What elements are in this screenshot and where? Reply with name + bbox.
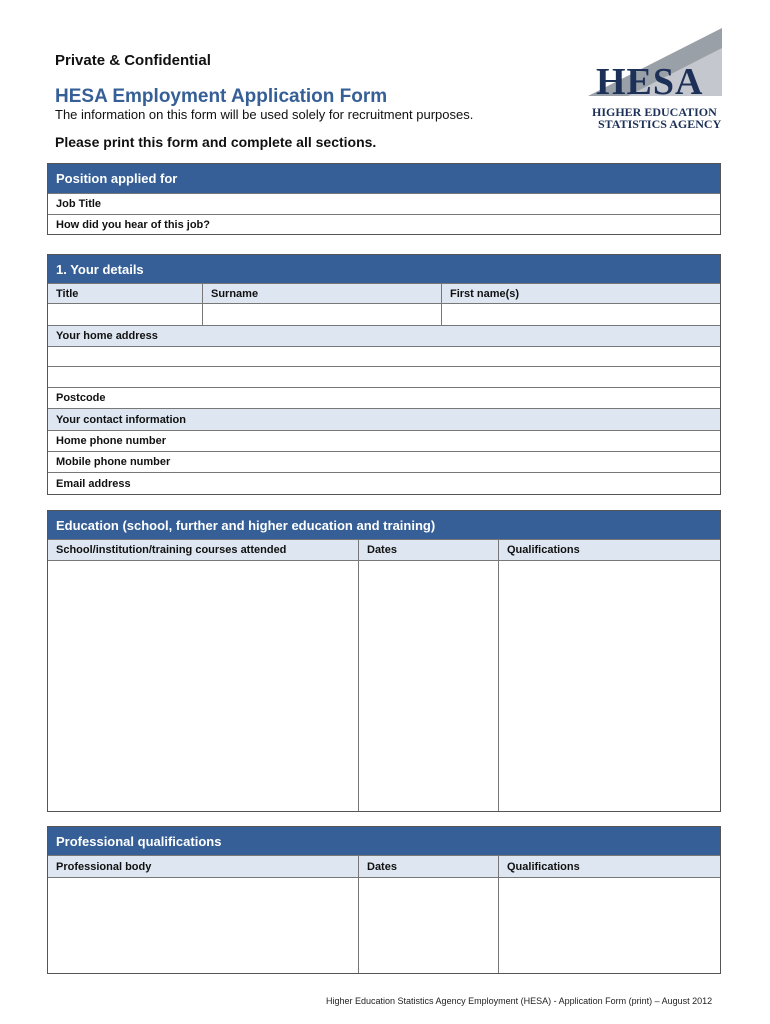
name-header-row [48,283,720,303]
logo-tagline-line2: STATISTICS AGENCY [598,117,722,131]
professional-qualifications-input[interactable] [498,878,720,973]
professional-section [47,826,721,974]
education-header-row [48,539,720,560]
email-field[interactable]: Email address [48,472,720,494]
confidential-label: Private & Confidential [55,52,211,69]
logo-wordmark: HESA [596,61,704,103]
home-address-label: Your home address [48,325,720,346]
details-section [47,254,721,495]
education-qualifications-input[interactable] [498,561,720,811]
form-instruction: Please print this form and complete all sections. [55,134,377,150]
postcode-field[interactable]: Postcode [48,387,720,408]
professional-col-dates: Dates [358,856,498,877]
education-col-qualifications: Qualifications [498,540,720,560]
logo-tagline-line1: HIGHER EDUCATION [592,105,717,119]
professional-entry-row [48,877,720,973]
first-name-input[interactable] [441,304,720,325]
education-section [47,510,721,812]
education-heading: Education (school, further and higher education and training) [48,511,720,539]
surname-label: Surname [202,284,441,303]
professional-body-input[interactable] [48,878,358,973]
professional-heading: Professional qualifications [48,827,720,855]
logo-tagline [592,106,721,130]
contact-info-label: Your contact information [48,408,720,430]
surname-input[interactable] [202,304,441,325]
education-col-dates: Dates [358,540,498,560]
page-title: HESA Employment Application Form [55,86,388,107]
address-line-2[interactable] [48,366,720,387]
title-input[interactable] [48,304,202,325]
address-line-1[interactable] [48,346,720,366]
title-label: Title [48,284,202,303]
position-heading: Position applied for [48,164,720,193]
form-subtitle: The information on this form will be used solely for recruitment purposes. [55,107,474,122]
professional-col-body: Professional body [48,856,358,877]
mobile-phone-field[interactable]: Mobile phone number [48,451,720,472]
page-footer: Higher Education Statistics Agency Employment (HESA) - Application Form (print) – August 2012 [326,996,713,1006]
professional-header-row [48,855,720,877]
professional-col-qualifications: Qualifications [498,856,720,877]
hear-about-field[interactable]: How did you hear of this job? [48,214,720,234]
education-entry-row [48,560,720,811]
position-section [47,163,721,235]
education-dates-input[interactable] [358,561,498,811]
home-phone-field[interactable]: Home phone number [48,430,720,451]
details-heading: 1. Your details [48,255,720,283]
first-name-label: First name(s) [441,284,720,303]
education-col-institution: School/institution/training courses attended [48,540,358,560]
name-input-row [48,303,720,325]
professional-dates-input[interactable] [358,878,498,973]
job-title-field[interactable]: Job Title [48,193,720,214]
education-institution-input[interactable] [48,561,358,811]
